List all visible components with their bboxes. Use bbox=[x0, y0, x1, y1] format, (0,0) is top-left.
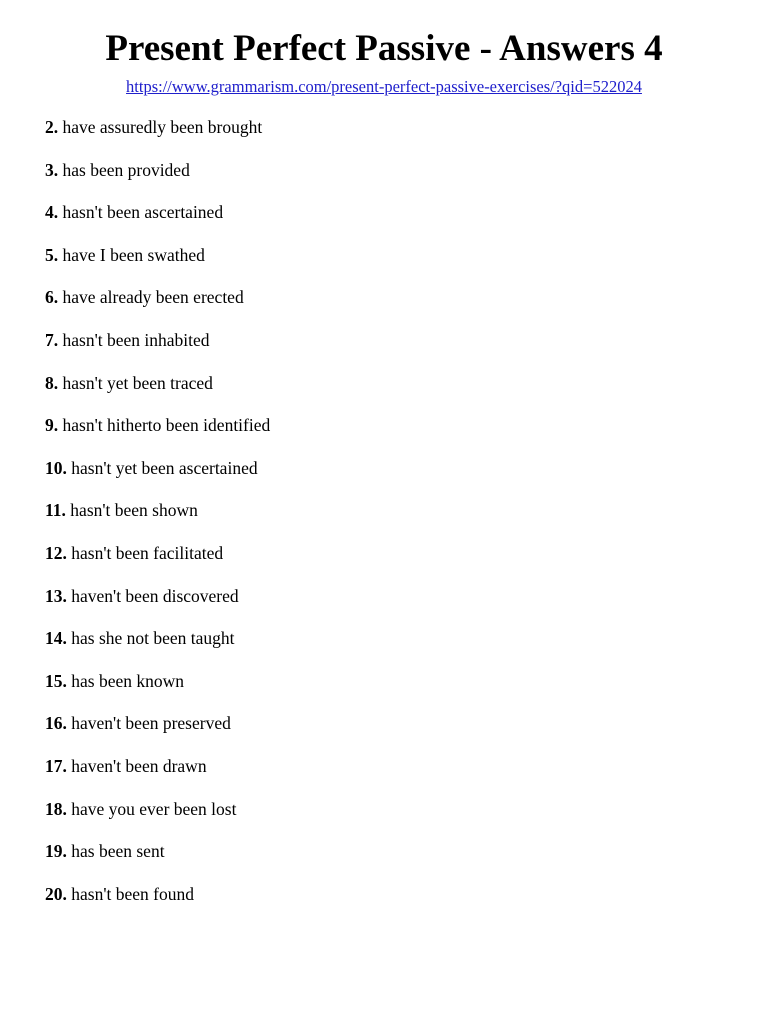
answer-text: haven't been drawn bbox=[71, 755, 207, 776]
answer-text: hasn't been inhabited bbox=[62, 329, 210, 350]
answer-text: hasn't yet been ascertained bbox=[71, 457, 258, 478]
source-link[interactable]: https://www.grammarism.com/present-perfect-passive-exercises/?qid=522024 bbox=[126, 77, 642, 96]
answer-number: 16. bbox=[45, 713, 67, 734]
answer-number: 5. bbox=[45, 244, 59, 265]
answer-item bbox=[45, 457, 270, 500]
answer-number: 11. bbox=[45, 500, 66, 521]
answer-item bbox=[45, 585, 270, 628]
answer-text: hasn't been facilitated bbox=[71, 542, 224, 563]
answer-number: 13. bbox=[45, 585, 67, 606]
answer-item bbox=[45, 499, 270, 542]
answer-number: 18. bbox=[45, 798, 67, 819]
answer-text: has been provided bbox=[62, 159, 190, 180]
answer-text: has been sent bbox=[71, 841, 165, 862]
answer-number: 7. bbox=[45, 329, 59, 350]
page-title: Present Perfect Passive - Answers 4 bbox=[105, 28, 663, 69]
answer-number: 8. bbox=[45, 372, 59, 393]
answer-text: has been known bbox=[71, 670, 185, 691]
answer-text: have I been swathed bbox=[62, 244, 205, 265]
answer-item bbox=[45, 159, 270, 202]
answer-number: 15. bbox=[45, 670, 67, 691]
answer-number: 12. bbox=[45, 542, 67, 563]
answer-item bbox=[45, 414, 270, 457]
answer-text: have assuredly been brought bbox=[62, 117, 263, 137]
answer-item bbox=[45, 244, 270, 287]
answer-text: have already been erected bbox=[62, 287, 244, 308]
answer-text: haven't been discovered bbox=[71, 585, 239, 606]
answer-number: 14. bbox=[45, 628, 67, 649]
answer-item bbox=[45, 116, 270, 159]
answer-text: hasn't yet been traced bbox=[62, 372, 213, 393]
answer-list bbox=[45, 116, 270, 925]
answer-item bbox=[45, 542, 270, 585]
answer-item bbox=[45, 329, 270, 372]
answer-item bbox=[45, 798, 270, 841]
answer-item bbox=[45, 712, 270, 755]
answer-text: hasn't been found bbox=[71, 883, 194, 904]
answer-text: hasn't hitherto been identified bbox=[62, 415, 271, 436]
answer-item bbox=[45, 372, 270, 415]
answer-item bbox=[45, 883, 270, 926]
answer-text: has she not been taught bbox=[71, 628, 235, 649]
answer-text: hasn't been shown bbox=[70, 500, 198, 521]
answer-number: 4. bbox=[45, 202, 59, 223]
answer-number: 19. bbox=[45, 841, 67, 862]
answer-item bbox=[45, 627, 270, 670]
answer-text: haven't been preserved bbox=[71, 713, 231, 734]
answer-text: have you ever been lost bbox=[71, 798, 237, 819]
answer-number: 20. bbox=[45, 883, 67, 904]
answer-number: 17. bbox=[45, 755, 67, 776]
answer-number: 9. bbox=[45, 415, 59, 436]
answer-item bbox=[45, 286, 270, 329]
answer-item bbox=[45, 201, 270, 244]
answer-number: 10. bbox=[45, 457, 67, 478]
answer-text: hasn't been ascertained bbox=[62, 202, 224, 223]
answer-item bbox=[45, 670, 270, 713]
answer-number: 6. bbox=[45, 287, 59, 308]
answer-item bbox=[45, 840, 270, 883]
answer-number: 3. bbox=[45, 159, 59, 180]
answer-number: 2. bbox=[45, 117, 59, 137]
source-link-container bbox=[0, 76, 768, 98]
answer-item bbox=[45, 755, 270, 798]
